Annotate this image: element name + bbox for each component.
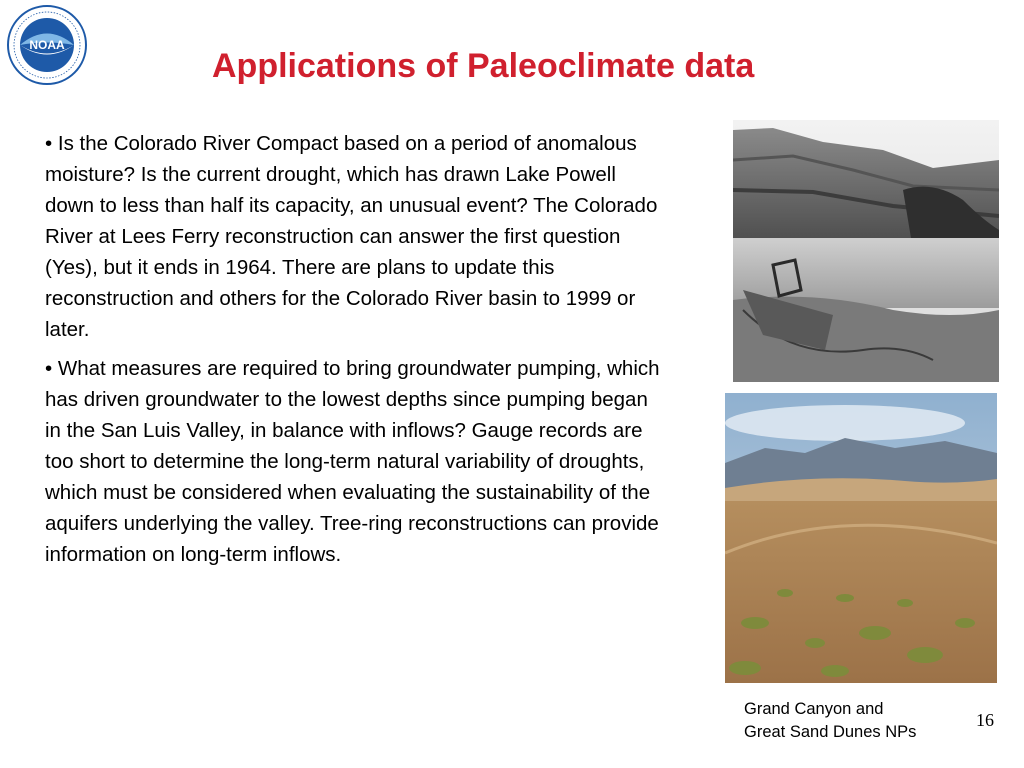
page-number: 16 — [976, 710, 994, 730]
caption-line-1: Grand Canyon and — [744, 700, 884, 718]
slide-title: Applications of Paleoclimate data — [212, 47, 755, 85]
photo-caption — [744, 698, 974, 744]
grand-canyon-photo — [733, 120, 999, 382]
great-sand-dunes-photo — [725, 393, 997, 683]
bullet-colorado-river: • Is the Colorado River Compact based on a period of anomalous moisture? Is the current drought, which has drawn Lake Powell down to less than half its capacity, an unusual event? The Colorado River at Lees Ferry reconstruction can answer the first question (Yes), but it ends in 1964. There are plans to update this reconstruction and others for the Colorado River basin to 1999 or later. — [45, 132, 658, 341]
caption-line-2: Great Sand Dunes NPs — [744, 723, 917, 741]
bullet-groundwater: • What measures are required to bring groundwater pumping, which has driven groundwater to the lowest depths since pumping began in the San Luis Valley, in balance with inflows? Gauge records are too short to determine the long-term natural variability of droughts, which must be considered when evaluating the sustainability of the aquifers underlying the valley. Tree-ring reconstructions can provide information on long-term inflows. — [45, 357, 660, 566]
noaa-logo — [6, 4, 88, 86]
body-text — [45, 128, 663, 578]
svg-text:NOAA: NOAA — [29, 38, 65, 52]
